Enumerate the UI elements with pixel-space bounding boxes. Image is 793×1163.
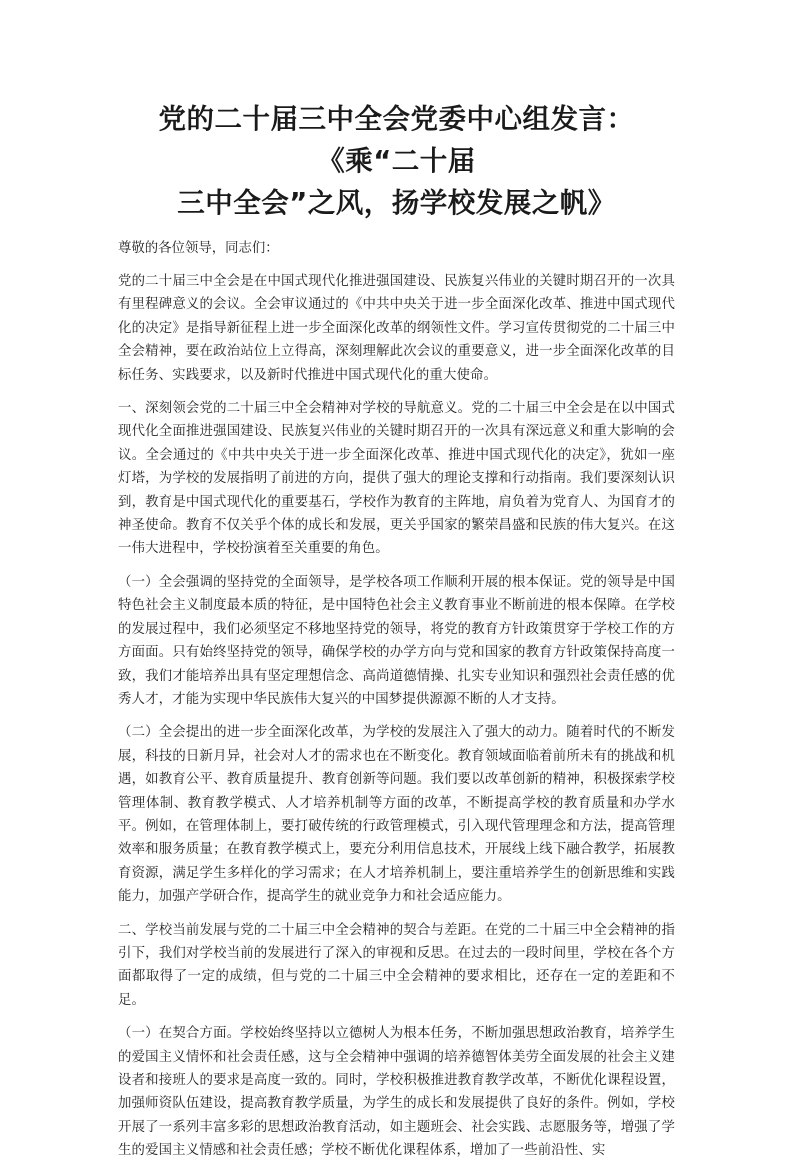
paragraph-section-1-2: （二）全会提出的进一步全面深化改革，为学校的发展注入了强大的动力。随着时代的不断发展，科技的日新月异，社会对人才的需求也在不断变化。教育领域面临着前所未有的挑战和机遇，如教育公平、教育质量提升、教育创新等问题。我们要以改革创新的精神，积极探索学校管理体制、教育教学模式、人才培养机制等方面的改革，不断提高学校的教育质量和办学水平。例如，在管理体制上，要打破传统的行政管理模式，引入现代管理理念和方法，提高管理效率和服务质量；在教育教学模式上，要充分利用信息技术，开展线上线下融合教学，拓展教育资源，满足学生多样化的学习需求；在人才培养机制上，要注重培养学生的创新思维和实践能力，加强产学研合作，提高学生的就业竞争力和社会适应能力。	[118, 725, 675, 905]
title-line-2: 三中全会”之风，扬学校发展之帆》	[177, 187, 616, 219]
paragraph-section-1-1: （一）全会强调的坚持党的全面领导，是学校各项工作顺利开展的根本保证。党的领导是中国特色社会主义制度最本质的特征，是中国特色社会主义教育事业不断前进的根本保障。在学校的发展过程中，我们必须坚定不移地坚持党的领导，将党的教育方针政策贯穿于学校工作的方方面面。只有始终坚持党的领导，确保学校的办学方向与党和国家的教育方针政策保持高度一致，我们才能培养出具有坚定理想信念、高尚道德情操、扎实专业知识和强烈社会责任感的优秀人才，才能为实现中华民族伟大复兴的中国梦提供源源不断的人才支持。	[118, 574, 675, 707]
paragraph-section-2: 二、学校当前发展与党的二十届三中全会精神的契合与差距。在党的二十届三中全会精神的指引下，我们对学校当前的发展进行了深入的审视和反思。在过去的一段时间里，学校在各个方面都取得了一定的成绩，但与党的二十届三中全会精神的要求相比，还存在一定的差距和不足。	[118, 922, 675, 1008]
paragraph-section-1: 一、深刻领会党的二十届三中全会精神对学校的导航意义。党的二十届三中全会是在以中国式现代化全面推进强国建设、民族复兴伟业的关键时期召开的一次具有深远意义和重大影响的会议。全会通过的《中共中央关于进一步全面深化改革、推进中国式现代化的决定》，犹如一座灯塔，为学校的发展指明了前进的方向，提供了强大的理论支撑和行动指南。我们要深刻认识到，教育是中国式现代化的重要基石，学校作为教育的主阵地，肩负着为党育人、为国育才的神圣使命。教育不仅关乎个体的成长和发展，更关乎国家的繁荣昌盛和民族的伟大复兴。在这一伟大进程中，学校扮演着至关重要的角色。	[118, 401, 675, 557]
paragraph-intro: 党的二十届三中全会是在中国式现代化推进强国建设、民族复兴伟业的关键时期召开的一次具有里程碑意义的会议。全会审议通过的《中共中央关于进一步全面深化改革、推进中国式现代化的决定》是指导新征程上进一步全面深化改革的纲领性文件。学习宣传贯彻党的二十届三中全会精神，要在政治站位上立得高，深刻理解此次会议的重要意义，进一步全面深化改革的目标任务、实践要求，以及新时代推进中国式现代化的重大使命。	[118, 274, 675, 383]
document-title	[118, 98, 675, 224]
title-line-1: 党的二十届三中全会党委中心组发言：《乘“二十届	[158, 103, 635, 177]
salutation: 尊敬的各位领导，同志们：	[118, 241, 279, 256]
paragraph-section-2-1: （一）在契合方面。学校始终坚持以立德树人为根本任务，不断加强思想政治教育，培养学生的爱国主义情怀和社会责任感，这与全会精神中强调的培养德智体美劳全面发展的社会主义建设者和接班人的要求是高度一致的。同时，学校积极推进教育教学改革，不断优化课程设置，加强师资队伍建设，提高教育教学质量，为学生的成长和发展提供了良好的条件。例如，学校开展了一系列丰富多彩的思想政治教育活动，如主题班会、社会实践、志愿服务等，增强了学生的爱国主义情感和社会责任感；学校不断优化课程体系，增加了一些前沿性、实	[118, 1026, 675, 1159]
